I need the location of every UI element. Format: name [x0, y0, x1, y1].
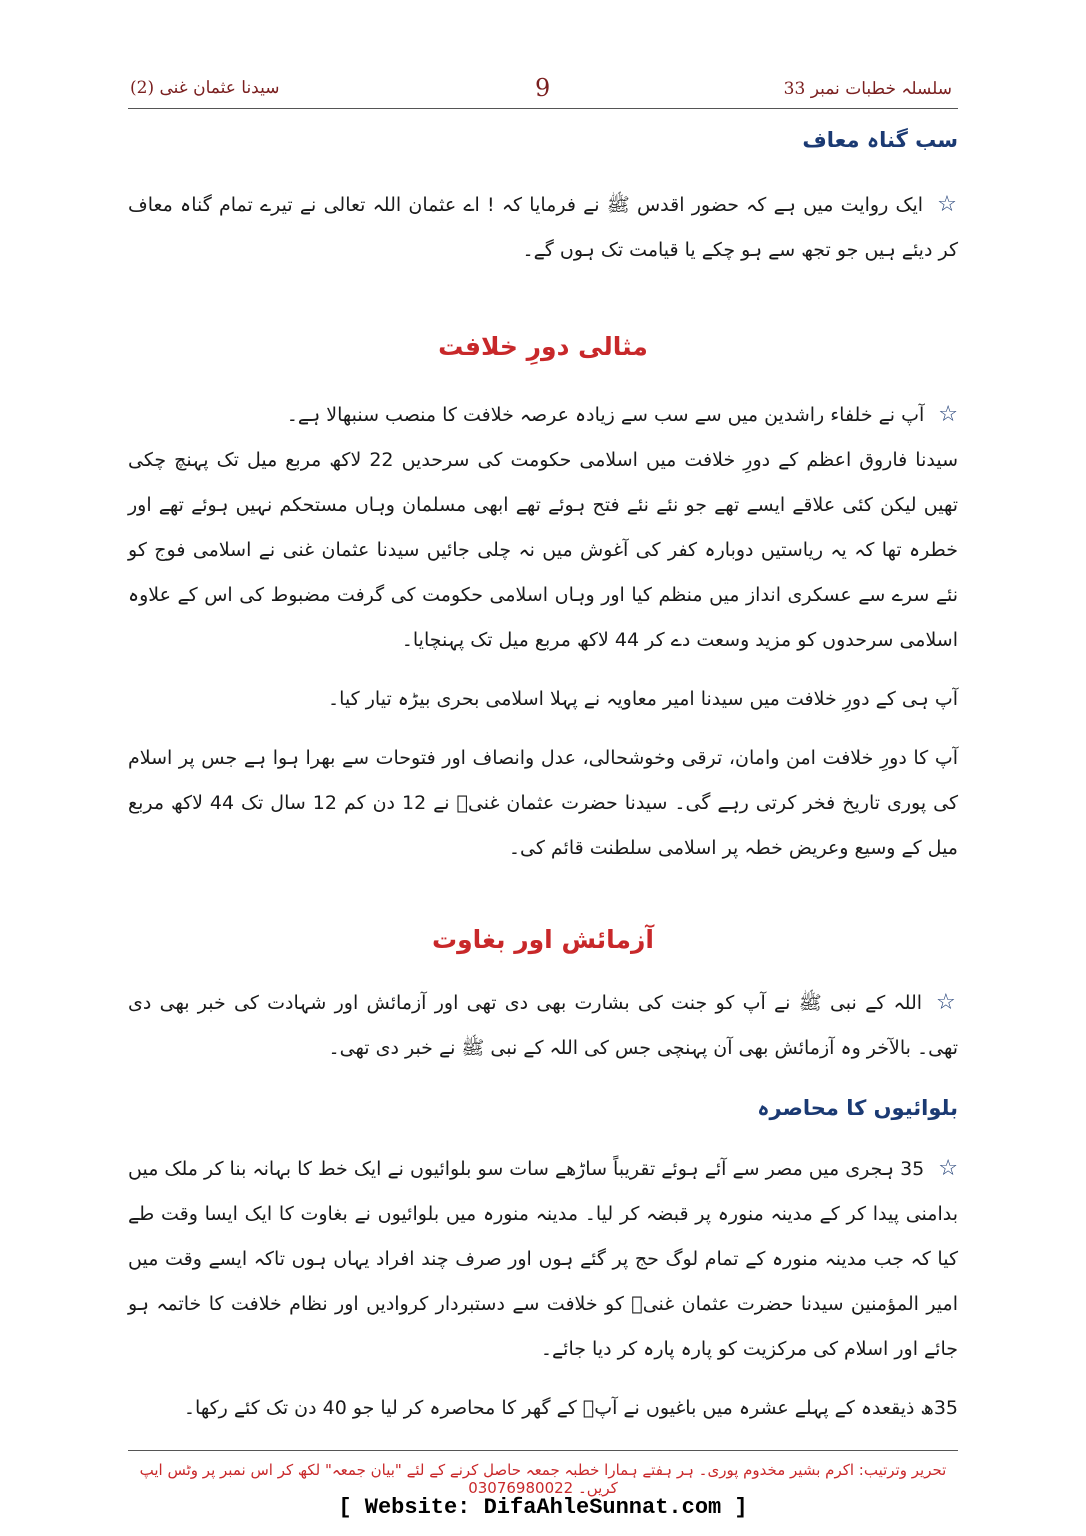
section-heading-sins-forgiven: سب گناہ معاف [802, 128, 958, 152]
header-divider [128, 108, 958, 109]
website-link[interactable]: [ Website: DifaAhleSunnat.com ] [338, 1495, 748, 1520]
paragraph-block [128, 182, 958, 273]
footer-divider [128, 1450, 958, 1451]
paragraph: سیدنا فاروق اعظم کے دورِ خلافت میں اسلامی حکومت کی سرحدیں 22 لاکھ مربع میل تک پہنچ چکی تھیں لیکن کئی علاقے ایسے تھے جو نئے نئے فتح ہوئے تھے ابھی مسلمان وہاں مستحکم نہیں ہوئے تھے اور خطرہ تھا کہ یہ ریاستیں دوبارہ کفر کی آغوش میں نہ چلی جائیں سیدنا عثمان غنی نے اسلامی فوج کو نئے سرے سے عسکری انداز میں منظم کیا اور وہاں اسلامی حکومت کی گرفت مضبوط کی اس کے علاوہ اسلامی سرحدوں کو مزید وسعت دے کر 44 لاکھ مربع میل تک پہنچایا۔ [128, 449, 958, 651]
star-icon: ☆ [938, 1156, 958, 1181]
star-icon: ☆ [938, 402, 958, 427]
paragraph-block [128, 392, 958, 871]
header-series: سلسلہ خطبات نمبر 33 [783, 79, 952, 99]
star-icon: ☆ [936, 990, 959, 1015]
paragraph-block [128, 1146, 958, 1431]
paragraph-block [128, 980, 958, 1071]
star-icon: ☆ [937, 192, 958, 217]
paragraph: آپ ہی کے دورِ خلافت میں سیدنا امیر معاویہ نے پہلا اسلامی بحری بیڑہ تیار کیا۔ [328, 688, 958, 710]
paragraph: ☆آپ نے خلفاء راشدین میں سے سب سے زیادہ عرصہ خلافت کا منصب سنبھالا ہے۔ [286, 402, 958, 427]
paragraph: ☆ایک روایت میں ہے کہ حضور اقدس ﷺ نے فرمایا کہ ! اے عثمان اللہ تعالی نے تیرے تمام گناہ معاف کر دیئے ہیں جو تجھ سے ہو چکے یا قیامت تک ہوں گے۔ [128, 192, 958, 261]
page-number: 9 [535, 74, 551, 102]
header-topic: سیدنا عثمان غنی (2) [130, 78, 280, 98]
paragraph: آپ کا دورِ خلافت امن وامان، ترقی وخوشحالی، عدل وانصاف اور فتوحات سے بھرا ہوا ہے جس پر اسلام کی پوری تاریخ فخر کرتی رہے گی۔ سیدنا حضرت عثمان غنیؓ نے 12 دن کم 12 سال تک 44 لاکھ مربع میل کے وسیع وعریض خطہ پر اسلامی سلطنت قائم کی۔ [128, 747, 958, 859]
paragraph: 35ھ ذیقعدہ کے پہلے عشرہ میں باغیوں نے آپؓ کے گھر کا محاصرہ کر لیا جو 40 دن تک کئے رکھا۔ [183, 1397, 958, 1419]
paragraph: ☆35 ہجری میں مصر سے آئے ہوئے تقریباً ساڑھے سات سو بلوائیوں نے ایک خط کا بہانہ بنا کر ملک میں بدامنی پیدا کر کے مدینہ منورہ پر قبضہ کر لیا۔ مدینہ منورہ میں بلوائیوں نے بغاوت کا ایک ایسا وقت طے کیا کہ جب مدینہ منورہ کے تمام لوگ حج پر گئے ہوں اور صرف چند افراد یہاں ہوں تاکہ ایسے وقت میں امیر المؤمنین سیدنا حضرت عثمان غنیؓ کو خلافت سے دستبردار کروادیں اور نظام خلافت کا خاتمہ ہو جائے اور اسلام کی مرکزیت کو پارہ پارہ کر دیا جائے۔ [128, 1156, 958, 1360]
section-heading-trial-rebellion: آزمائش اور بغاوت [431, 925, 654, 954]
section-heading-ideal-caliphate: مثالی دورِ خلافت [438, 332, 648, 361]
subheading-siege: بلوائیوں کا محاصرہ [757, 1096, 958, 1120]
footer-credit: تحریر وترتیب: اکرم بشیر مخدوم پوری۔ ہر ہفتے ہمارا خطبہ جمعہ حاصل کرنے کے لئے "بیان جمعہ" لکھ کر اس نمبر پر وٹس ایپ کریں۔ 03076980022 [139, 1461, 947, 1497]
paragraph: ☆اللہ کے نبی ﷺ نے آپ کو جنت کی بشارت بھی دی تھی اور آزمائش اور شہادت کی خبر بھی دی تھی۔ بالآخر وہ آزمائش بھی آن پہنچی جس کی اللہ کے نبی ﷺ نے خبر دی تھی۔ [128, 990, 959, 1059]
